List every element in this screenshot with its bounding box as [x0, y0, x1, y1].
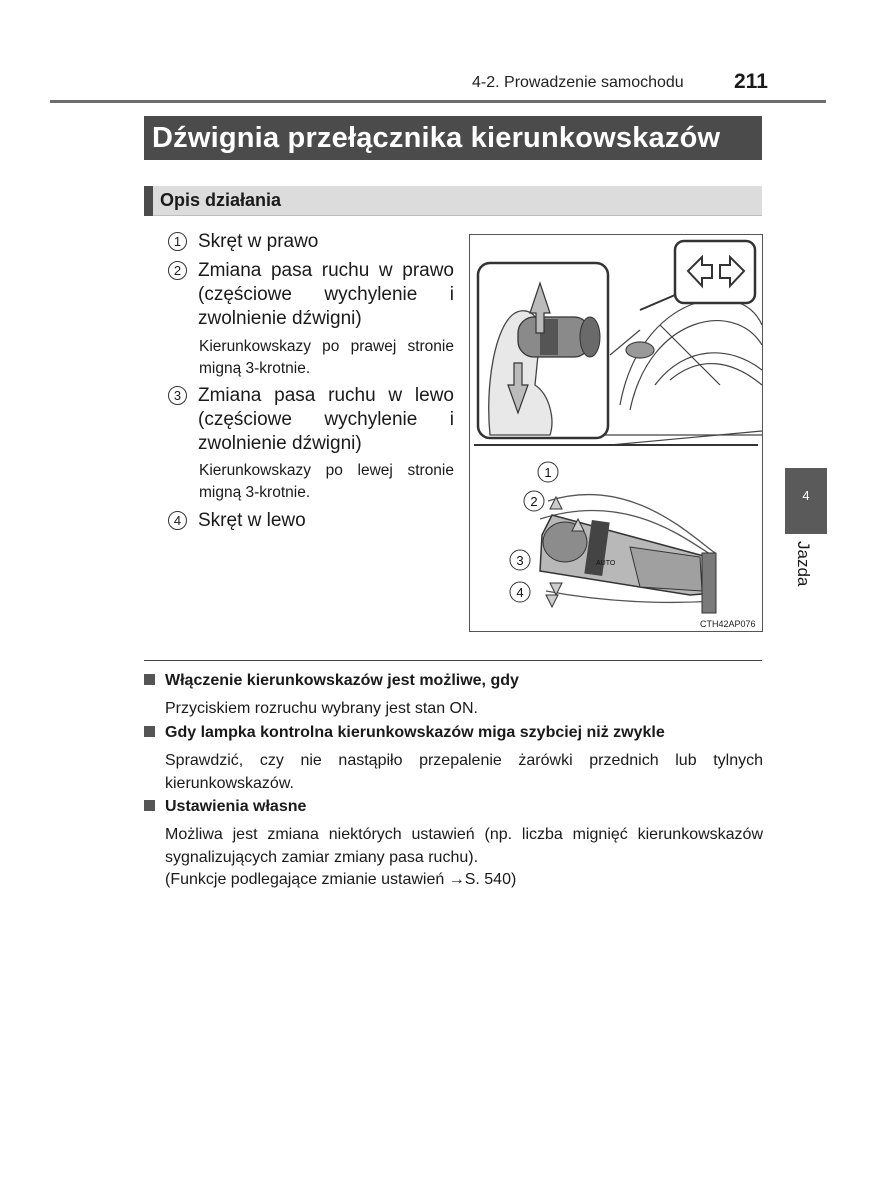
lever-illustration — [469, 234, 763, 632]
list-item — [168, 384, 454, 456]
callout-1: 1 — [544, 465, 552, 480]
item-note: Kierunkowskazy po prawej stronie migną 3-krotnie. — [199, 338, 454, 377]
callout-2: 2 — [530, 494, 538, 509]
chapter-label: Jazda — [794, 541, 813, 587]
item-number: 1 — [168, 232, 187, 251]
item-text: Skręt w lewo — [198, 510, 306, 531]
list-item — [168, 259, 454, 331]
bullet-body: Sprawdzić, czy nie nastąpiło przepalenie żarówki przednich lub tylnych kierunkowskazów. — [165, 752, 763, 792]
bullet-body: Możliwa jest zmiana niektórych ustawień (np. liczba mignięć kierunkowskazów sygnalizujących zamiar zmiany pasa ruchu). — [165, 826, 763, 866]
subtitle-text: Opis działania — [160, 190, 282, 210]
item-text: Skręt w prawo — [198, 231, 319, 252]
list-item — [168, 509, 454, 533]
figure-code: CTH42AP076 — [700, 619, 756, 629]
chapter-tab — [785, 468, 827, 534]
auto-label: AUTO — [596, 560, 616, 567]
list-item — [168, 230, 454, 254]
turn-signal-indicator-drawing — [640, 241, 755, 310]
callout-3: 3 — [516, 553, 524, 568]
page-title: Dźwignia przełącznika kierunkowskazów — [144, 116, 762, 160]
bullet-square-icon — [144, 726, 155, 737]
bullet-body: Przyciskiem rozruchu wybrany jest stan ON. — [165, 700, 478, 717]
item-note: Kierunkowskazy po lewej stronie migną 3-krotnie. — [199, 462, 454, 501]
callout-4: 4 — [516, 585, 524, 600]
chapter-number: 4 — [802, 488, 810, 503]
hand-on-lever-drawing — [478, 263, 608, 438]
item-number: 2 — [168, 261, 187, 280]
item-number: 3 — [168, 386, 187, 405]
bullet-heading: Ustawienia własne — [144, 798, 306, 816]
bullet-square-icon — [144, 674, 155, 685]
subtitle-marker — [144, 186, 153, 216]
bullet-square-icon — [144, 800, 155, 811]
separator — [144, 660, 762, 661]
section-subtitle — [144, 186, 762, 216]
bullet-heading: Włączenie kierunkowskazów jest możliwe, gdy — [144, 672, 519, 690]
header-rule — [50, 100, 826, 103]
item-number: 4 — [168, 511, 187, 530]
lever-positions-drawing — [540, 495, 716, 613]
page-number: 211 — [734, 70, 768, 93]
item-text: Zmiana pasa ruchu w prawo (częściowe wychylenie i zwolnienie dźwigni) — [198, 260, 454, 329]
bullet-heading: Gdy lampka kontrolna kierunkowskazów miga szybciej niż zwykle — [144, 724, 665, 742]
bullet-body: (Funkcje podlegające zmianie ustawień →S. 540) — [165, 871, 517, 888]
steering-wheel-drawing — [590, 299, 762, 445]
lever-drawing — [470, 235, 762, 631]
header-section: 4-2. Prowadzenie samochodu — [472, 74, 684, 91]
item-text: Zmiana pasa ruchu w lewo (częściowe wychylenie i zwolnienie dźwigni) — [198, 385, 454, 454]
